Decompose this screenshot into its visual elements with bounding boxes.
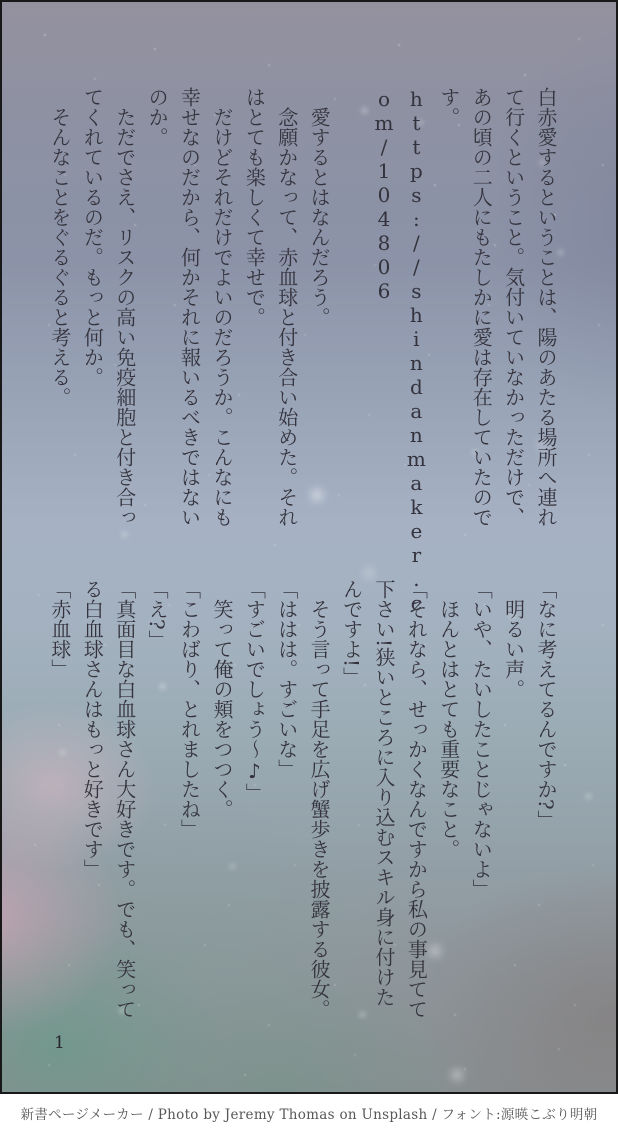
text-line: そんなことをぐるぐると考える。 — [47, 107, 72, 407]
text-line: 念願かなって、赤血球と付き合い始めた。それ — [274, 107, 299, 527]
text-line: る白血球さんはもっと好きです」 — [80, 579, 105, 879]
text-line: 「それなら、せっかくなんですから私の事見てて — [404, 579, 429, 1019]
text-line: 白赤愛するということは、陽のあたる場所へ連れ — [534, 87, 558, 527]
text-line-blank — [335, 87, 367, 533]
text-line: 愛するとはなんだろう。 — [307, 107, 332, 327]
text-line: す。 — [436, 87, 461, 127]
text-line: 「こわばり、とれましたね」 — [177, 579, 202, 839]
starfield-medium — [2, 2, 7, 7]
footer-credit: 新書ページメーカー / Photo by Jeremy Thomas on Unsplash / フォント:源暎こぶり明朝 — [20, 1107, 598, 1123]
starfield-small — [2, 2, 4, 4]
text-line: あの頃の二人にもたしかに愛は存在していたので — [469, 87, 494, 527]
text-line: 「なに考えてるんですか?」 — [534, 579, 558, 830]
text-line: 「すごいでしょう〜♪」 — [242, 579, 267, 803]
text-line: 「真面目な白血球さん大好きです。でも、笑って — [112, 579, 137, 1019]
text-line-url: om/104806 — [371, 87, 396, 303]
vertical-text-block-dialogue — [44, 579, 563, 1027]
text-line: 「いや、たいしたことじゃないよ」 — [469, 579, 494, 899]
text-line: だけどそれだけでよいのだろうか。こんなにも — [209, 107, 234, 527]
text-line: そう言って手足を広げ蟹歩きを披露する彼女。 — [307, 599, 332, 1019]
text-line: ほんとはとても重要なこと。 — [436, 599, 461, 859]
text-line: 笑って俺の頬をつつく。 — [209, 599, 234, 819]
text-line: 幸せなのだから、何かそれに報いるべきではない — [177, 87, 202, 527]
text-line: てくれているのだ。もっと何か。 — [80, 87, 105, 387]
starfield-glow — [2, 2, 12, 12]
text-line: 「赤血球」 — [47, 579, 72, 679]
text-line: 「ははは。すごいな」 — [274, 579, 299, 779]
text-line: んですよ!」 — [339, 579, 364, 688]
text-line: のか。 — [145, 87, 170, 147]
text-line: 「え?」 — [145, 579, 170, 650]
text-line-url: https://shindanmaker.c — [404, 87, 429, 615]
text-line: はとても楽しくて幸せで。 — [242, 87, 267, 327]
vertical-text-block-intro — [44, 87, 562, 615]
page-number: 1 — [54, 1033, 65, 1053]
text-line: 明るい声。 — [501, 599, 526, 699]
text-line: ただでさえ、リスクの高い免疫細胞と付き合っ — [112, 107, 137, 527]
text-line: 下さい!狭いところに入り込むスキル身に付けた — [371, 579, 396, 1008]
text-line: て行くということ。気付いていなかっただけで、 — [501, 87, 526, 527]
footer — [0, 1094, 618, 1132]
